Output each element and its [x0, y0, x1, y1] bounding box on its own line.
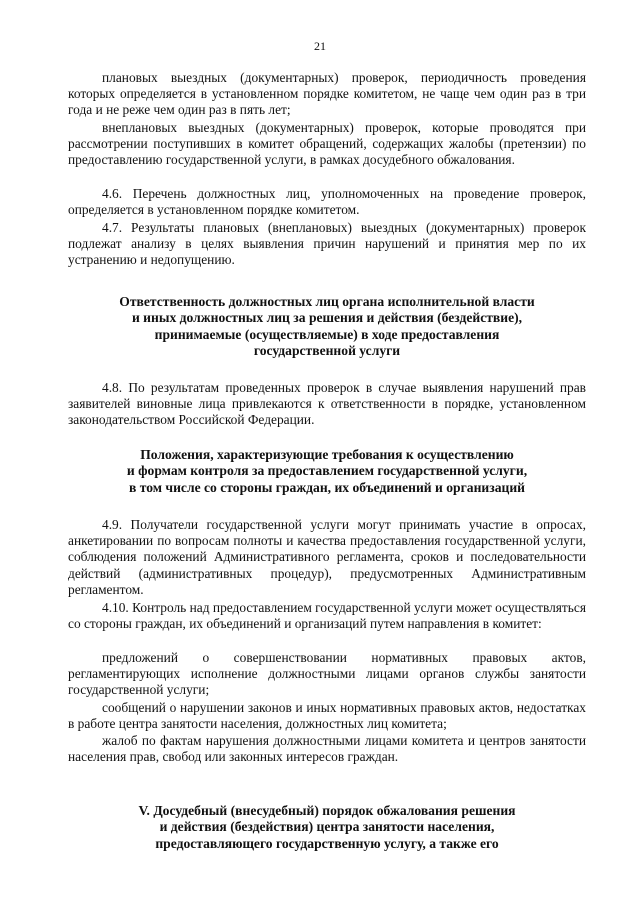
paragraph [68, 650, 586, 699]
paragraph-text: плановых выездных (документарных) проверок, периодичность проведения которых определяется в установленном порядке комитетом, не чаще чем один раз в три года и не реже чем один раз в пять лет; [68, 70, 586, 118]
paragraph-text: сообщений о нарушении законов и иных нормативных правовых актов, недостатках в работе центра занятости населения, должностных лиц комитета; [68, 700, 586, 732]
section-heading-line: и действия (бездействия) центра занятости населения, [159, 819, 495, 835]
paragraph [68, 186, 586, 218]
section-heading [68, 447, 586, 496]
paragraph-text: жалоб по фактам нарушения должностными лицами комитета и центров занятости населения прав, свобод или законных интересов граждан. [68, 733, 586, 765]
paragraph-text: предложений о совершенствовании нормативных правовых актов, регламентирующих исполнение должностными лицами органов службы занятости государственной услуги; [68, 650, 586, 698]
paragraph-text: 4.9. Получатели государственной услуги могут принимать участие в опросах, анкетировании по вопросам полноты и качества предоставления государственной услуги, соблюдения положений Административного регламента, сроков и последовательности действий (административных процедур), предусмотренных Административным регламентом. [68, 517, 586, 597]
paragraph-text: 4.10. Контроль над предоставлением государственной услуги может осуществляться со стороны граждан, их объединений и организаций путем направления в комитет: [68, 600, 586, 632]
paragraph [68, 380, 586, 429]
paragraph [68, 120, 586, 169]
section-heading-line: предоставляющего государственную услугу, а также его [155, 835, 499, 851]
page-number: 21 [314, 39, 326, 53]
section-heading [68, 803, 586, 852]
section-heading-line: Положения, характеризующие требования к осуществлению [140, 447, 514, 462]
paragraph [68, 600, 586, 632]
section-heading [68, 294, 586, 360]
section-heading-line: Ответственность должностных лиц органа исполнительной власти [119, 294, 535, 309]
section-heading-line: и иных должностных лиц за решения и действия (бездействие), [131, 310, 523, 326]
paragraph-text: 4.7. Результаты плановых (внеплановых) выездных (документарных) проверок подлежат анализу в целях выявления причин нарушений и принятия мер по их устранению и недопущению. [68, 220, 586, 268]
paragraph [68, 700, 586, 732]
section-heading-line: и формам контроля за предоставлением государственной услуги, [126, 463, 528, 479]
paragraph-text: внеплановых выездных (документарных) проверок, которые проводятся при рассмотрении поступивших в комитет обращений, содержащих жалобы (претензии) по предоставлению государственной услуги, в рамках досудебного обжалования. [68, 120, 586, 168]
paragraph [68, 733, 586, 765]
paragraph-text: 4.6. Перечень должностных лиц, уполномоченных на проведение проверок, определяется в установленном порядке комитетом. [68, 186, 586, 218]
paragraph [68, 220, 586, 269]
section-heading-line: в том числе со стороны граждан, их объединений и организаций [129, 479, 525, 495]
paragraph [68, 70, 586, 119]
section-heading-line: государственной услуги [253, 343, 401, 359]
section-heading-line: V. Досудебный (внесудебный) порядок обжалования решения [138, 803, 516, 818]
paragraph [68, 517, 586, 598]
section-heading-line: принимаемые (осуществляемые) в ходе предоставления [154, 326, 500, 342]
paragraph-text: 4.8. По результатам проведенных проверок в случае выявления нарушений прав заявителей виновные лица привлекаются к ответственности в порядке, установленном законодательством Российской Федерации. [68, 380, 586, 428]
